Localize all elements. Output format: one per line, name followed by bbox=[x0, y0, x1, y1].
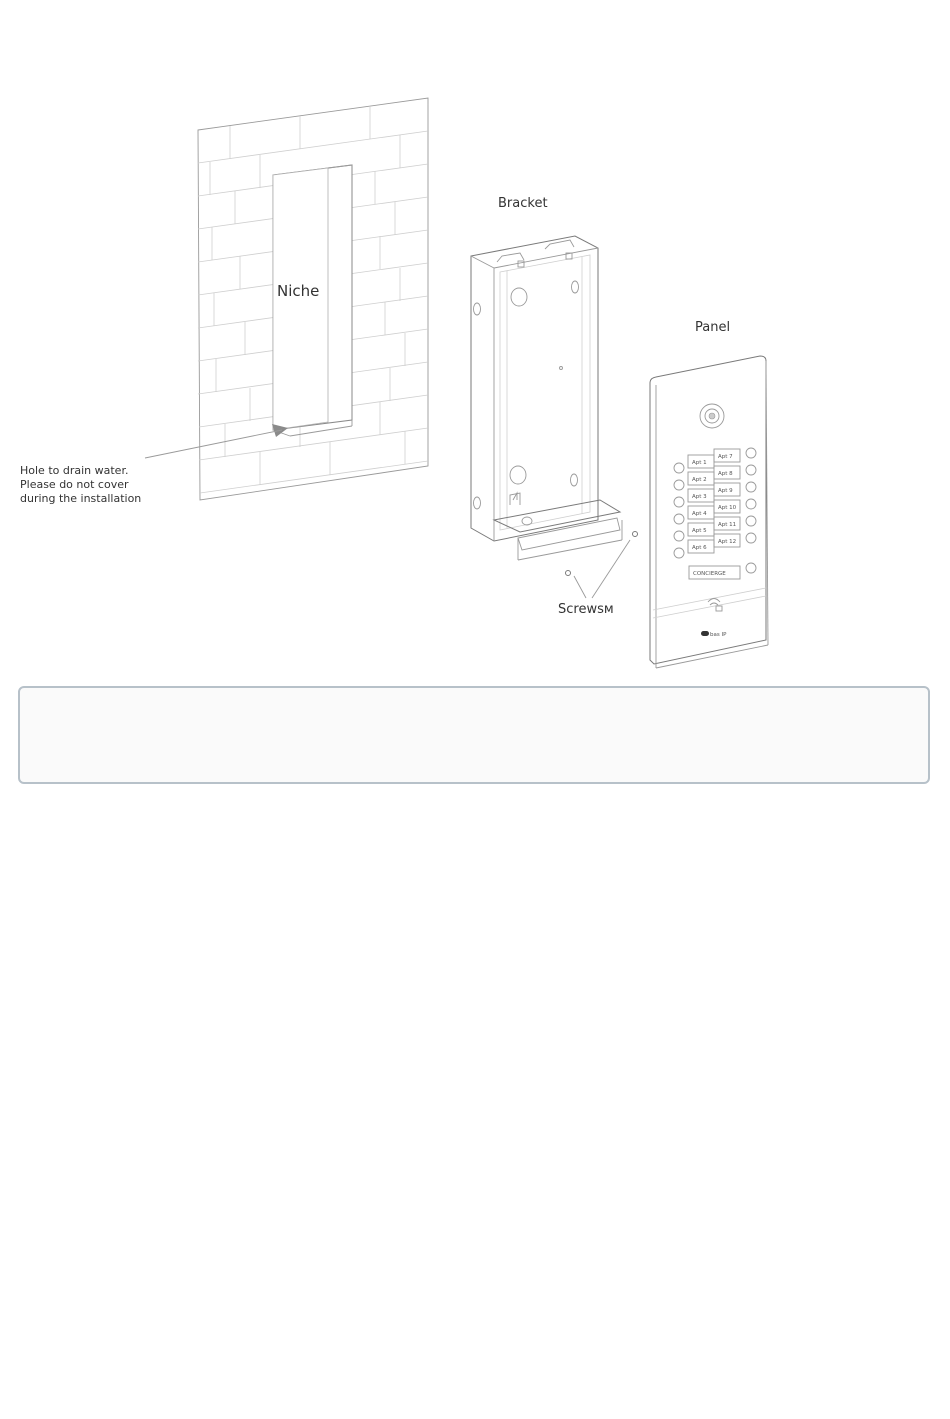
camera-icon bbox=[700, 404, 724, 428]
drain-note-line-2: Please do not cover bbox=[20, 478, 129, 491]
name-plate-left-2: Apt 2 bbox=[692, 477, 707, 483]
brand-logo bbox=[701, 631, 727, 638]
drain-note-line-3: during the installation bbox=[20, 492, 142, 505]
name-plate-right-6: Apt 12 bbox=[718, 539, 737, 545]
drain-note-line-1: Hole to drain water. bbox=[20, 464, 129, 477]
intercom-panel bbox=[650, 320, 768, 668]
installation-diagram bbox=[0, 0, 950, 680]
niche-label: Niche bbox=[277, 282, 320, 300]
concierge-label: CONCIERGE bbox=[693, 571, 726, 577]
screw-1 bbox=[566, 571, 571, 576]
name-plate-left-5: Apt 5 bbox=[692, 528, 707, 534]
name-plate-right-2: Apt 8 bbox=[718, 471, 733, 477]
name-plate-left-1: Apt 1 bbox=[692, 460, 707, 466]
left-call-buttons bbox=[674, 463, 684, 558]
brand-text: bas IP bbox=[710, 632, 727, 638]
right-call-buttons bbox=[746, 448, 756, 573]
screw-2 bbox=[633, 532, 638, 537]
bracket-label: Bracket bbox=[498, 196, 548, 211]
name-plates bbox=[688, 449, 740, 553]
name-plate-right-3: Apt 9 bbox=[718, 488, 733, 494]
name-plate-right-4: Apt 10 bbox=[718, 505, 737, 511]
drain-note bbox=[20, 464, 141, 505]
niche-opening bbox=[272, 165, 352, 437]
name-plate-right-1: Apt 7 bbox=[718, 454, 733, 460]
bracket bbox=[471, 196, 638, 576]
drain-leader-line bbox=[145, 430, 282, 458]
name-plate-left-6: Apt 6 bbox=[692, 545, 707, 551]
name-plate-left-4: Apt 4 bbox=[692, 511, 707, 517]
panel-label: Panel bbox=[695, 320, 731, 335]
screws-label: Screwsм bbox=[558, 602, 614, 617]
note-box bbox=[18, 686, 930, 784]
screws-leader-1 bbox=[574, 576, 586, 598]
screws-leader-2 bbox=[592, 540, 630, 598]
name-plate-right-5: Apt 11 bbox=[718, 522, 737, 528]
name-plate-left-3: Apt 3 bbox=[692, 494, 707, 500]
